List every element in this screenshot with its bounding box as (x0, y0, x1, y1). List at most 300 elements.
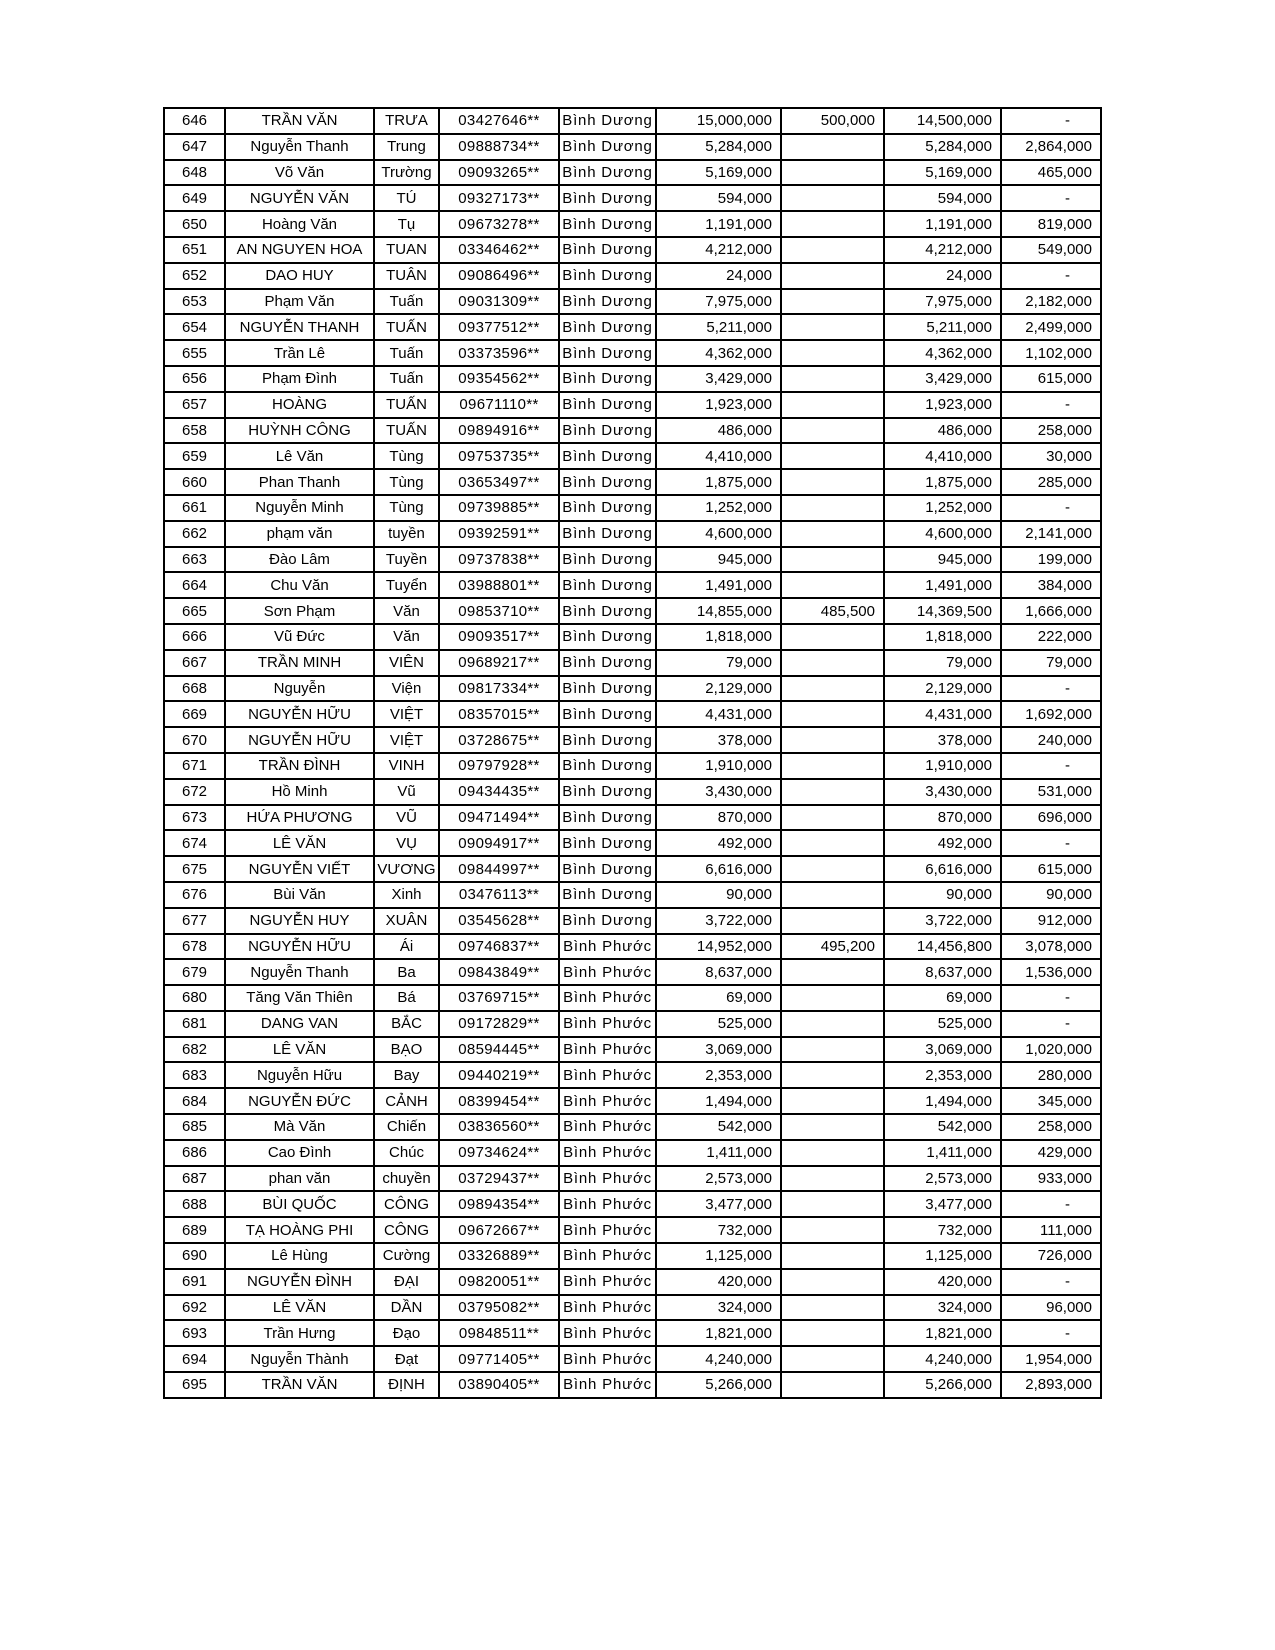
cell-amount-3: 1,191,000 (884, 211, 1001, 237)
cell-amount-4: 384,000 (1001, 572, 1101, 598)
cell-amount-2 (781, 624, 884, 650)
cell-amount-3: 1,411,000 (884, 1140, 1001, 1166)
cell-amount-2 (781, 572, 884, 598)
cell-amount-1: 2,353,000 (656, 1062, 781, 1088)
table-row (164, 418, 1101, 444)
cell-number: 664 (164, 572, 225, 598)
cell-province: Bình Phước (559, 1088, 656, 1114)
cell-amount-3: 7,975,000 (884, 289, 1001, 315)
cell-amount-4: 1,020,000 (1001, 1037, 1101, 1063)
table-row (164, 805, 1101, 831)
cell-number: 652 (164, 263, 225, 289)
cell-phone: 09094917** (439, 830, 559, 856)
cell-given-name: Tùng (374, 495, 439, 521)
table-row (164, 934, 1101, 960)
cell-amount-4: 199,000 (1001, 547, 1101, 573)
cell-surname: Nguyễn (225, 676, 374, 702)
cell-province: Bình Phước (559, 1372, 656, 1398)
cell-surname: LÊ VĂN (225, 830, 374, 856)
cell-number: 684 (164, 1088, 225, 1114)
cell-amount-4: 2,499,000 (1001, 314, 1101, 340)
table-row (164, 521, 1101, 547)
cell-amount-2 (781, 959, 884, 985)
cell-amount-4: 2,182,000 (1001, 289, 1101, 315)
cell-amount-3: 1,491,000 (884, 572, 1001, 598)
table-row (164, 134, 1101, 160)
table-row (164, 366, 1101, 392)
cell-province: Bình Dương (559, 237, 656, 263)
cell-amount-2 (781, 1243, 884, 1269)
cell-amount-1: 1,491,000 (656, 572, 781, 598)
cell-surname: TRẦN MINH (225, 650, 374, 676)
cell-number: 651 (164, 237, 225, 263)
cell-amount-4: - (1001, 753, 1101, 779)
cell-phone: 09086496** (439, 263, 559, 289)
cell-surname: Chu Văn (225, 572, 374, 598)
cell-amount-4: 258,000 (1001, 1114, 1101, 1140)
cell-amount-3: 2,129,000 (884, 676, 1001, 702)
cell-amount-1: 6,616,000 (656, 856, 781, 882)
cell-given-name: Tuấn (374, 340, 439, 366)
cell-phone: 08357015** (439, 701, 559, 727)
cell-phone: 09797928** (439, 753, 559, 779)
cell-province: Bình Dương (559, 650, 656, 676)
cell-given-name: VŨ (374, 805, 439, 831)
cell-given-name: Chúc (374, 1140, 439, 1166)
cell-phone: 09844997** (439, 856, 559, 882)
cell-amount-4: 280,000 (1001, 1062, 1101, 1088)
cell-given-name: Ba (374, 959, 439, 985)
cell-number: 683 (164, 1062, 225, 1088)
table-row (164, 1346, 1101, 1372)
cell-amount-4: - (1001, 1269, 1101, 1295)
cell-amount-2 (781, 263, 884, 289)
cell-amount-2 (781, 650, 884, 676)
cell-amount-4: 240,000 (1001, 727, 1101, 753)
cell-given-name: Tuấn (374, 289, 439, 315)
cell-number: 650 (164, 211, 225, 237)
cell-phone: 03988801** (439, 572, 559, 598)
table-row (164, 727, 1101, 753)
cell-surname: Sơn Phạm (225, 598, 374, 624)
cell-province: Bình Phước (559, 959, 656, 985)
cell-number: 686 (164, 1140, 225, 1166)
cell-amount-1: 492,000 (656, 830, 781, 856)
cell-province: Bình Dương (559, 443, 656, 469)
cell-province: Bình Dương (559, 134, 656, 160)
cell-province: Bình Phước (559, 1217, 656, 1243)
table-row (164, 263, 1101, 289)
cell-amount-3: 79,000 (884, 650, 1001, 676)
cell-given-name: Văn (374, 624, 439, 650)
cell-number: 647 (164, 134, 225, 160)
cell-amount-4: 222,000 (1001, 624, 1101, 650)
cell-surname: Nguyễn Thanh (225, 134, 374, 160)
cell-province: Bình Phước (559, 1295, 656, 1321)
table-row (164, 1320, 1101, 1346)
cell-surname: BÙI QUỐC (225, 1191, 374, 1217)
cell-amount-3: 5,284,000 (884, 134, 1001, 160)
cell-number: 655 (164, 340, 225, 366)
cell-amount-3: 594,000 (884, 185, 1001, 211)
cell-given-name: Vũ (374, 779, 439, 805)
cell-amount-3: 1,821,000 (884, 1320, 1001, 1346)
cell-amount-2 (781, 753, 884, 779)
table-row (164, 340, 1101, 366)
cell-amount-1: 1,411,000 (656, 1140, 781, 1166)
cell-amount-2 (781, 134, 884, 160)
cell-surname: NGUYỄN THANH (225, 314, 374, 340)
cell-amount-2 (781, 418, 884, 444)
cell-province: Bình Phước (559, 1243, 656, 1269)
cell-number: 649 (164, 185, 225, 211)
table-row (164, 1372, 1101, 1398)
table-row (164, 598, 1101, 624)
cell-given-name: TRƯA (374, 108, 439, 134)
cell-surname: phan văn (225, 1166, 374, 1192)
table-row (164, 676, 1101, 702)
cell-surname: NGUYỄN HỮU (225, 934, 374, 960)
cell-number: 671 (164, 753, 225, 779)
cell-given-name: Văn (374, 598, 439, 624)
cell-amount-2 (781, 392, 884, 418)
cell-province: Bình Phước (559, 1062, 656, 1088)
cell-province: Bình Dương (559, 805, 656, 831)
cell-surname: Trần Lê (225, 340, 374, 366)
cell-phone: 09671110** (439, 392, 559, 418)
cell-amount-4: 1,536,000 (1001, 959, 1101, 985)
cell-amount-3: 3,477,000 (884, 1191, 1001, 1217)
cell-amount-2 (781, 314, 884, 340)
cell-number: 695 (164, 1372, 225, 1398)
cell-number: 648 (164, 160, 225, 186)
cell-province: Bình Dương (559, 521, 656, 547)
cell-amount-2 (781, 805, 884, 831)
cell-amount-4: - (1001, 676, 1101, 702)
cell-number: 665 (164, 598, 225, 624)
cell-given-name: VIÊN (374, 650, 439, 676)
cell-province: Bình Dương (559, 882, 656, 908)
cell-given-name: Cường (374, 1243, 439, 1269)
cell-phone: 03890405** (439, 1372, 559, 1398)
cell-number: 653 (164, 289, 225, 315)
cell-amount-3: 8,637,000 (884, 959, 1001, 985)
cell-amount-3: 1,923,000 (884, 392, 1001, 418)
cell-surname: TRẦN VĂN (225, 108, 374, 134)
table-row (164, 469, 1101, 495)
table-row (164, 1114, 1101, 1140)
cell-province: Bình Dương (559, 598, 656, 624)
cell-surname: Nguyễn Thành (225, 1346, 374, 1372)
cell-amount-1: 1,821,000 (656, 1320, 781, 1346)
cell-amount-4: 111,000 (1001, 1217, 1101, 1243)
cell-surname: Mà Văn (225, 1114, 374, 1140)
cell-amount-4: - (1001, 1320, 1101, 1346)
cell-amount-4: - (1001, 985, 1101, 1011)
cell-given-name: Tuấn (374, 366, 439, 392)
cell-amount-3: 486,000 (884, 418, 1001, 444)
cell-amount-1: 4,431,000 (656, 701, 781, 727)
cell-number: 674 (164, 830, 225, 856)
cell-number: 670 (164, 727, 225, 753)
cell-given-name: CÔNG (374, 1191, 439, 1217)
cell-amount-2 (781, 495, 884, 521)
cell-phone: 09377512** (439, 314, 559, 340)
cell-given-name: Trung (374, 134, 439, 160)
cell-amount-4: 819,000 (1001, 211, 1101, 237)
table-row (164, 392, 1101, 418)
cell-surname: TRẦN ĐÌNH (225, 753, 374, 779)
cell-phone: 03326889** (439, 1243, 559, 1269)
cell-amount-2 (781, 547, 884, 573)
cell-amount-3: 1,494,000 (884, 1088, 1001, 1114)
cell-given-name: CÔNG (374, 1217, 439, 1243)
cell-surname: NGUYỄN HỮU (225, 701, 374, 727)
cell-phone: 09471494** (439, 805, 559, 831)
cell-amount-4: 933,000 (1001, 1166, 1101, 1192)
cell-given-name: TUẤN (374, 418, 439, 444)
cell-number: 669 (164, 701, 225, 727)
cell-amount-2 (781, 701, 884, 727)
cell-amount-3: 4,431,000 (884, 701, 1001, 727)
cell-phone: 03769715** (439, 985, 559, 1011)
cell-number: 658 (164, 418, 225, 444)
cell-amount-1: 14,855,000 (656, 598, 781, 624)
cell-province: Bình Phước (559, 1011, 656, 1037)
cell-number: 668 (164, 676, 225, 702)
cell-amount-3: 732,000 (884, 1217, 1001, 1243)
cell-amount-2 (781, 1191, 884, 1217)
cell-given-name: Tuyền (374, 547, 439, 573)
cell-amount-4: - (1001, 263, 1101, 289)
cell-amount-3: 3,069,000 (884, 1037, 1001, 1063)
cell-amount-2 (781, 1372, 884, 1398)
cell-surname: Hồ Minh (225, 779, 374, 805)
cell-province: Bình Dương (559, 779, 656, 805)
cell-amount-4: 1,102,000 (1001, 340, 1101, 366)
cell-number: 681 (164, 1011, 225, 1037)
cell-surname: Hoàng Văn (225, 211, 374, 237)
cell-surname: Phan Thanh (225, 469, 374, 495)
cell-province: Bình Dương (559, 211, 656, 237)
table-row (164, 547, 1101, 573)
cell-amount-4: - (1001, 495, 1101, 521)
cell-province: Bình Dương (559, 392, 656, 418)
cell-given-name: Tụ (374, 211, 439, 237)
cell-amount-4: - (1001, 830, 1101, 856)
cell-amount-3: 4,362,000 (884, 340, 1001, 366)
cell-given-name: DẦN (374, 1295, 439, 1321)
table-row (164, 856, 1101, 882)
cell-phone: 03729437** (439, 1166, 559, 1192)
table-row (164, 779, 1101, 805)
cell-surname: HỨA PHƯƠNG (225, 805, 374, 831)
cell-amount-4: 549,000 (1001, 237, 1101, 263)
cell-amount-3: 525,000 (884, 1011, 1001, 1037)
cell-phone: 09689217** (439, 650, 559, 676)
table-row (164, 572, 1101, 598)
cell-amount-1: 5,169,000 (656, 160, 781, 186)
cell-given-name: BẮC (374, 1011, 439, 1037)
cell-given-name: Ái (374, 934, 439, 960)
cell-phone: 09820051** (439, 1269, 559, 1295)
cell-number: 661 (164, 495, 225, 521)
table-row (164, 443, 1101, 469)
cell-amount-4: - (1001, 1011, 1101, 1037)
cell-amount-4: - (1001, 392, 1101, 418)
cell-amount-1: 4,410,000 (656, 443, 781, 469)
cell-phone: 08594445** (439, 1037, 559, 1063)
cell-amount-4: 615,000 (1001, 856, 1101, 882)
cell-phone: 03653497** (439, 469, 559, 495)
cell-amount-3: 324,000 (884, 1295, 1001, 1321)
cell-surname: Vũ Đức (225, 624, 374, 650)
cell-amount-4: 345,000 (1001, 1088, 1101, 1114)
cell-amount-3: 90,000 (884, 882, 1001, 908)
cell-amount-4: 1,666,000 (1001, 598, 1101, 624)
cell-amount-1: 1,252,000 (656, 495, 781, 521)
cell-amount-3: 492,000 (884, 830, 1001, 856)
cell-given-name: Xinh (374, 882, 439, 908)
cell-amount-3: 870,000 (884, 805, 1001, 831)
cell-amount-1: 4,240,000 (656, 1346, 781, 1372)
table-row (164, 830, 1101, 856)
cell-amount-3: 2,353,000 (884, 1062, 1001, 1088)
table-row (164, 289, 1101, 315)
cell-amount-1: 3,069,000 (656, 1037, 781, 1063)
cell-province: Bình Dương (559, 624, 656, 650)
cell-amount-4: 90,000 (1001, 882, 1101, 908)
cell-province: Bình Dương (559, 701, 656, 727)
cell-number: 667 (164, 650, 225, 676)
cell-amount-1: 2,129,000 (656, 676, 781, 702)
cell-phone: 09888734** (439, 134, 559, 160)
cell-amount-2 (781, 1346, 884, 1372)
cell-phone: 03836560** (439, 1114, 559, 1140)
cell-amount-4: 30,000 (1001, 443, 1101, 469)
cell-amount-2: 485,500 (781, 598, 884, 624)
cell-amount-1: 4,362,000 (656, 340, 781, 366)
cell-amount-1: 1,125,000 (656, 1243, 781, 1269)
cell-surname: phạm văn (225, 521, 374, 547)
cell-amount-1: 542,000 (656, 1114, 781, 1140)
table-row (164, 495, 1101, 521)
cell-surname: HOÀNG (225, 392, 374, 418)
cell-amount-2 (781, 1295, 884, 1321)
cell-given-name: Chiến (374, 1114, 439, 1140)
cell-given-name: ĐỊNH (374, 1372, 439, 1398)
cell-amount-3: 3,722,000 (884, 908, 1001, 934)
cell-surname: Phạm Văn (225, 289, 374, 315)
cell-amount-1: 3,722,000 (656, 908, 781, 934)
cell-amount-3: 6,616,000 (884, 856, 1001, 882)
cell-surname: Trần Hưng (225, 1320, 374, 1346)
cell-amount-1: 324,000 (656, 1295, 781, 1321)
cell-surname: NGUYỄN HỮU (225, 727, 374, 753)
cell-number: 692 (164, 1295, 225, 1321)
cell-phone: 03795082** (439, 1295, 559, 1321)
cell-number: 672 (164, 779, 225, 805)
table-row (164, 108, 1101, 134)
cell-amount-4: 285,000 (1001, 469, 1101, 495)
cell-amount-3: 69,000 (884, 985, 1001, 1011)
table-row (164, 624, 1101, 650)
cell-amount-2 (781, 908, 884, 934)
cell-number: 678 (164, 934, 225, 960)
cell-amount-3: 542,000 (884, 1114, 1001, 1140)
cell-province: Bình Dương (559, 366, 656, 392)
table-row (164, 1011, 1101, 1037)
cell-amount-4: 1,692,000 (1001, 701, 1101, 727)
cell-province: Bình Dương (559, 547, 656, 573)
cell-amount-1: 7,975,000 (656, 289, 781, 315)
cell-amount-3: 14,369,500 (884, 598, 1001, 624)
cell-amount-3: 5,211,000 (884, 314, 1001, 340)
cell-amount-4: - (1001, 108, 1101, 134)
cell-number: 662 (164, 521, 225, 547)
cell-given-name: VIỆT (374, 701, 439, 727)
cell-surname: Nguyễn Minh (225, 495, 374, 521)
cell-phone: 09672667** (439, 1217, 559, 1243)
cell-number: 691 (164, 1269, 225, 1295)
cell-surname: NGUYỄN VĂN (225, 185, 374, 211)
cell-amount-1: 14,952,000 (656, 934, 781, 960)
cell-number: 690 (164, 1243, 225, 1269)
cell-province: Bình Phước (559, 934, 656, 960)
cell-given-name: TÚ (374, 185, 439, 211)
cell-given-name: tuyền (374, 521, 439, 547)
cell-number: 666 (164, 624, 225, 650)
cell-number: 654 (164, 314, 225, 340)
cell-amount-3: 4,600,000 (884, 521, 1001, 547)
cell-province: Bình Dương (559, 185, 656, 211)
table-row (164, 650, 1101, 676)
cell-amount-4: 465,000 (1001, 160, 1101, 186)
cell-number: 679 (164, 959, 225, 985)
cell-phone: 09392591** (439, 521, 559, 547)
cell-phone: 09673278** (439, 211, 559, 237)
cell-amount-2 (781, 289, 884, 315)
cell-amount-1: 594,000 (656, 185, 781, 211)
cell-amount-2 (781, 366, 884, 392)
cell-amount-1: 90,000 (656, 882, 781, 908)
cell-given-name: VƯƠNG (374, 856, 439, 882)
table-row (164, 1217, 1101, 1243)
cell-phone: 09843849** (439, 959, 559, 985)
cell-amount-1: 79,000 (656, 650, 781, 676)
cell-province: Bình Dương (559, 160, 656, 186)
cell-amount-1: 1,923,000 (656, 392, 781, 418)
cell-amount-4: 2,864,000 (1001, 134, 1101, 160)
cell-surname: Bùi Văn (225, 882, 374, 908)
cell-amount-4: 3,078,000 (1001, 934, 1101, 960)
cell-amount-2 (781, 830, 884, 856)
cell-number: 675 (164, 856, 225, 882)
cell-amount-4: 2,141,000 (1001, 521, 1101, 547)
cell-surname: NGUYỄN ĐỨC (225, 1088, 374, 1114)
cell-given-name: VINH (374, 753, 439, 779)
table-row (164, 882, 1101, 908)
cell-given-name: TUÂN (374, 263, 439, 289)
table-row (164, 959, 1101, 985)
cell-phone: 09753735** (439, 443, 559, 469)
cell-phone: 09746837** (439, 934, 559, 960)
table-row (164, 701, 1101, 727)
cell-amount-2 (781, 676, 884, 702)
cell-phone: 09440219** (439, 1062, 559, 1088)
cell-amount-4: 726,000 (1001, 1243, 1101, 1269)
cell-province: Bình Dương (559, 727, 656, 753)
